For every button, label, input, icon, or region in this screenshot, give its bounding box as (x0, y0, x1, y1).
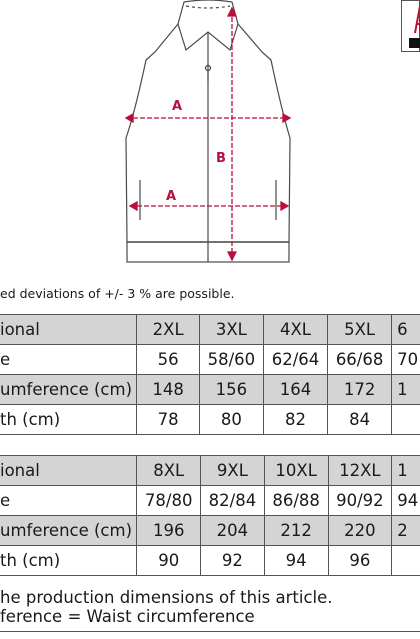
cell: 80 (199, 405, 263, 435)
size-4xl: 4XL (263, 315, 327, 345)
cell: 1 (392, 375, 420, 405)
vest-outline (126, 0, 290, 262)
size-next: 1 (392, 456, 420, 486)
cell: 94 (264, 546, 328, 576)
cell: 58/60 (199, 345, 263, 375)
size-12xl: 12XL (328, 456, 392, 486)
cell: 78/80 (137, 486, 201, 516)
cell: 212 (264, 516, 328, 546)
cell: 148 (137, 375, 199, 405)
cell: 94 (392, 486, 420, 516)
cell: 204 (201, 516, 265, 546)
cell: 82/84 (201, 486, 265, 516)
measure-label-a-bottom: A (166, 189, 177, 204)
row-label: e (0, 345, 137, 375)
brand-logo (401, 0, 420, 52)
vest-measurement-diagram (0, 0, 420, 280)
measure-label-b: B (216, 151, 226, 166)
row-label: umference (cm) (0, 516, 137, 546)
table-row (0, 546, 420, 576)
footnote-dimensions: he production dimensions of this article. (0, 588, 333, 607)
cell: 172 (328, 375, 392, 405)
header-label: ional (0, 315, 137, 345)
header-label: ional (0, 456, 137, 486)
cell: 90/92 (328, 486, 392, 516)
cell: 62/64 (263, 345, 327, 375)
size-10xl: 10XL (264, 456, 328, 486)
size-9xl: 9XL (201, 456, 265, 486)
table-row (0, 486, 420, 516)
cell (392, 546, 420, 576)
cell: 196 (137, 516, 201, 546)
cell: 92 (201, 546, 265, 576)
size-8xl: 8XL (137, 456, 201, 486)
cell: 220 (328, 516, 392, 546)
table-header-row (0, 456, 420, 486)
cell: 82 (263, 405, 327, 435)
size-6xl: 6 (392, 315, 420, 345)
row-label: e (0, 486, 137, 516)
size-2xl: 2XL (137, 315, 199, 345)
cell: 90 (137, 546, 201, 576)
cell: 2 (392, 516, 420, 546)
table-row (0, 405, 420, 435)
row-label: umference (cm) (0, 375, 137, 405)
row-label: th (cm) (0, 405, 137, 435)
cell (392, 405, 420, 435)
cell: 86/88 (264, 486, 328, 516)
measure-label-a-top: A (172, 99, 183, 114)
table-row (0, 516, 420, 546)
cell: 96 (328, 546, 392, 576)
row-label: th (cm) (0, 546, 137, 576)
footnote-circumference: ference = Waist circumference (0, 607, 255, 626)
bottom-divider (0, 631, 420, 632)
cell: 156 (199, 375, 263, 405)
cell: 78 (137, 405, 199, 435)
cell: 70 (392, 345, 420, 375)
size-table-2 (0, 455, 420, 576)
table-row (0, 375, 420, 405)
cell: 66/68 (328, 345, 392, 375)
tolerance-note: ed deviations of +/- 3 % are possible. (0, 286, 235, 301)
size-3xl: 3XL (199, 315, 263, 345)
table-row (0, 345, 420, 375)
cell: 84 (328, 405, 392, 435)
cell: 164 (263, 375, 327, 405)
size-5xl: 5XL (328, 315, 392, 345)
size-table-1 (0, 314, 420, 435)
table-header-row (0, 315, 420, 345)
cell: 56 (137, 345, 199, 375)
